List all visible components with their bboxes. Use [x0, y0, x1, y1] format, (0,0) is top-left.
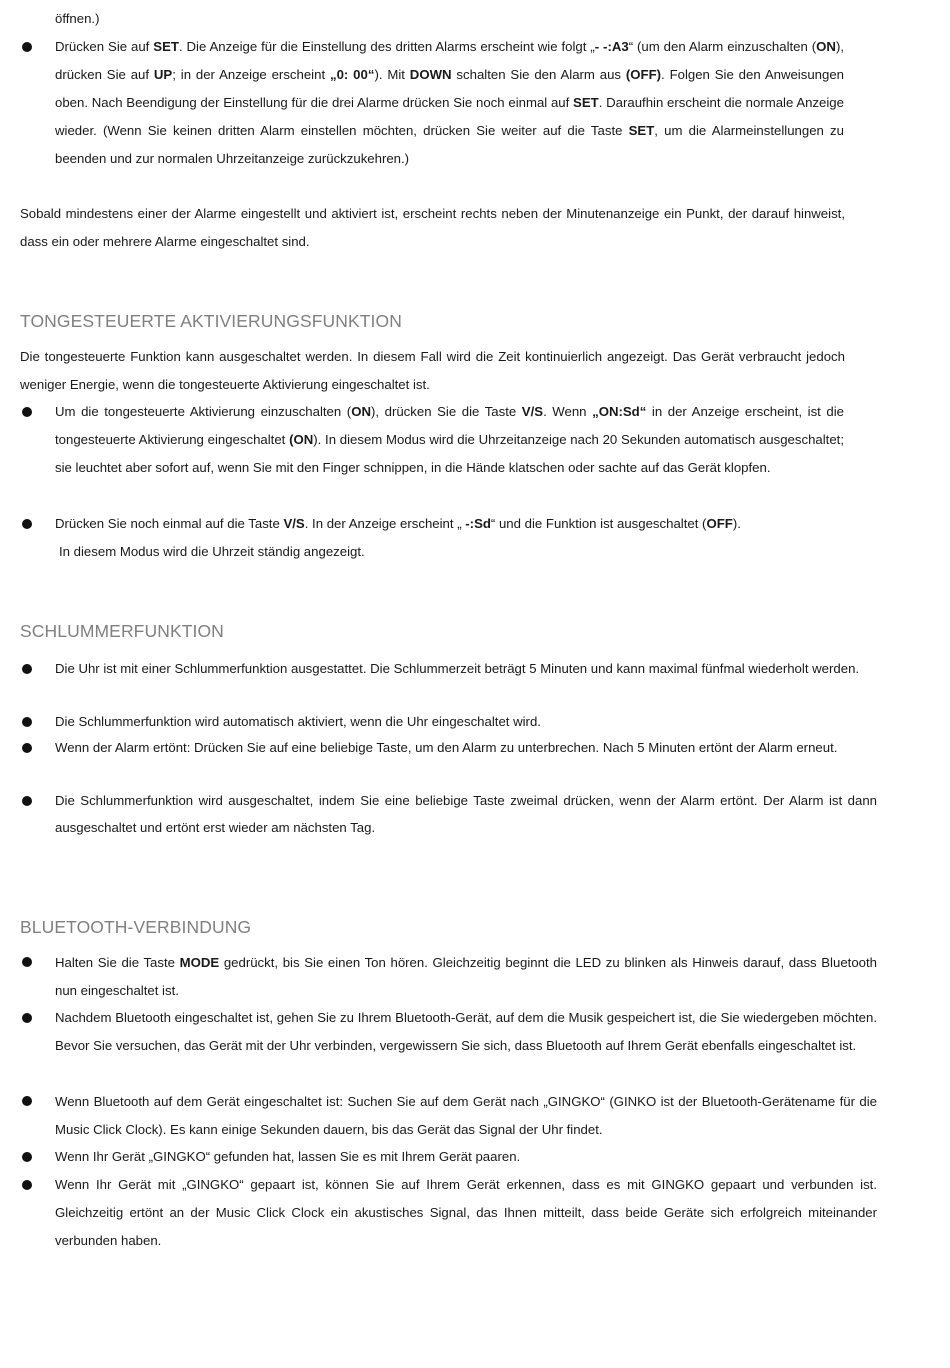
sound-intro: Die tongesteuerte Funktion kann ausgeschaltet werden. In diesem Fall wird die Zeit kontinuierlich angezeigt. Das Gerät verbraucht jedoch weniger Energie, wenn die tongesteuerte Aktivierung eingeschaltet ist.: [20, 349, 845, 392]
snooze-item-text: Die Uhr ist mit einer Schlummerfunktion ausgestattet. Die Schlummerzeit beträgt 5 Minuten und kann maximal fünfmal wiederholt werden.: [55, 661, 860, 676]
section-heading-bluetooth: BLUETOOTH-VERBINDUNG: [20, 917, 252, 937]
bullet-icon: [22, 1180, 32, 1190]
bullet-icon: [22, 664, 32, 674]
bullet-icon: [22, 1096, 32, 1106]
sound-item-continuation: In diesem Modus wird die Uhrzeit ständig angezeigt.: [59, 544, 365, 559]
section-heading-snooze: SCHLUMMERFUNKTION: [20, 621, 224, 641]
sound-item-text: Um die tongesteuerte Aktivierung einzuschalten (ON), drücken Sie die Taste V/S. Wenn „ON:Sd“ in der Anzeige erscheint, ist die tongesteuerte Aktivierung eingeschaltet (ON). In diesem Modus wird die Uhrzeitanzeige nach 20 Sekunden automatisch ausgeschaltet; sie leuchtet aber sofort auf, wenn Sie mit den Finger schnippen, in die Hände klatschen oder sachte auf das Gerät klopfen.: [55, 404, 845, 475]
snooze-item-text: Die Schlummerfunktion wird ausgeschaltet, indem Sie eine beliebige Taste zweimal drücken, wenn der Alarm ertönt. Der Alarm ist dann ausgeschaltet und ertönt erst wieder am nächsten Tag.: [55, 793, 877, 835]
bullet-icon: [22, 1013, 32, 1023]
bullet-icon: [22, 743, 32, 753]
bullet-icon: [22, 796, 32, 806]
snooze-item-text: Die Schlummerfunktion wird automatisch aktiviert, wenn die Uhr eingeschaltet wird.: [55, 714, 541, 729]
bluetooth-item-text: Wenn Ihr Gerät mit „GINGKO“ gepaart ist, können Sie auf Ihrem Gerät erkennen, dass es mit GINGKO gepaart und verbunden ist. Gleichzeitig ertönt an der Music Click Clock ein akustisches Signal, das Ihnen mitteilt, dass beide Geräte sich erfolgreich miteinander verbunden haben.: [55, 1177, 877, 1248]
bluetooth-item-text: Wenn Bluetooth auf dem Gerät eingeschaltet ist: Suchen Sie auf dem Gerät nach „GINGKO“ (GINKO ist der Bluetooth-Gerätename für die Music Click Clock). Es kann einige Sekunden dauern, bis das Gerät das Signal der Uhr findet.: [55, 1094, 877, 1137]
alarm-note: Sobald mindestens einer der Alarme eingestellt und aktiviert ist, erscheint rechts neben der Minutenanzeige ein Punkt, der darauf hinweist, dass ein oder mehrere Alarme eingeschaltet sind.: [20, 206, 845, 249]
bullet-icon: [22, 957, 32, 967]
intro-line: öffnen.): [55, 11, 100, 26]
alarm-item-text: Drücken Sie auf SET. Die Anzeige für die Einstellung des dritten Alarms erscheint wie folgt „- -:A3“ (um den Alarm einzuschalten (ON), drücken Sie auf UP; in der Anzeige erscheint „0: 00“). Mit DOWN schalten Sie den Alarm aus (OFF). Folgen Sie den Anweisungen oben. Nach Beendigung der Einstellung für die drei Alarme drücken Sie noch einmal auf SET. Daraufhin erscheint die normale Anzeige wieder. (Wenn Sie keinen dritten Alarm einstellen möchten, drücken Sie weiter auf die Taste SET, um die Alarmeinstellungen zu beenden und zur normalen Uhrzeitanzeige zurückzukehren.): [55, 39, 845, 166]
bluetooth-item-text: Nachdem Bluetooth eingeschaltet ist, gehen Sie zu Ihrem Bluetooth-Gerät, auf dem die Musik gespeichert ist, die Sie wiedergeben möchten. Bevor Sie versuchen, das Gerät mit der Uhr verbinden, vergewissern Sie sich, dass Bluetooth auf Ihrem Gerät ebenfalls eingeschaltet ist.: [55, 1010, 877, 1053]
bluetooth-item-text: Halten Sie die Taste MODE gedrückt, bis Sie einen Ton hören. Gleichzeitig beginnt die LED zu blinken als Hinweis darauf, dass Bluetooth nun eingeschaltet ist.: [55, 955, 877, 998]
bullet-icon: [22, 1152, 32, 1162]
sound-item-text: Drücken Sie noch einmal auf die Taste V/S. In der Anzeige erscheint „ -:Sd“ und die Funktion ist ausgeschaltet (OFF).: [55, 516, 741, 531]
bluetooth-item-text: Wenn Ihr Gerät „GINGKO“ gefunden hat, lassen Sie es mit Ihrem Gerät paaren.: [55, 1149, 521, 1164]
snooze-item-text: Wenn der Alarm ertönt: Drücken Sie auf eine beliebige Taste, um den Alarm zu unterbrechen. Nach 5 Minuten ertönt der Alarm erneut.: [55, 740, 838, 755]
bullet-icon: [22, 519, 32, 529]
bullet-icon: [22, 42, 32, 52]
bullet-icon: [22, 717, 32, 727]
bullet-icon: [22, 407, 32, 417]
section-heading-sound: TONGESTEUERTE AKTIVIERUNGSFUNKTION: [20, 311, 402, 331]
